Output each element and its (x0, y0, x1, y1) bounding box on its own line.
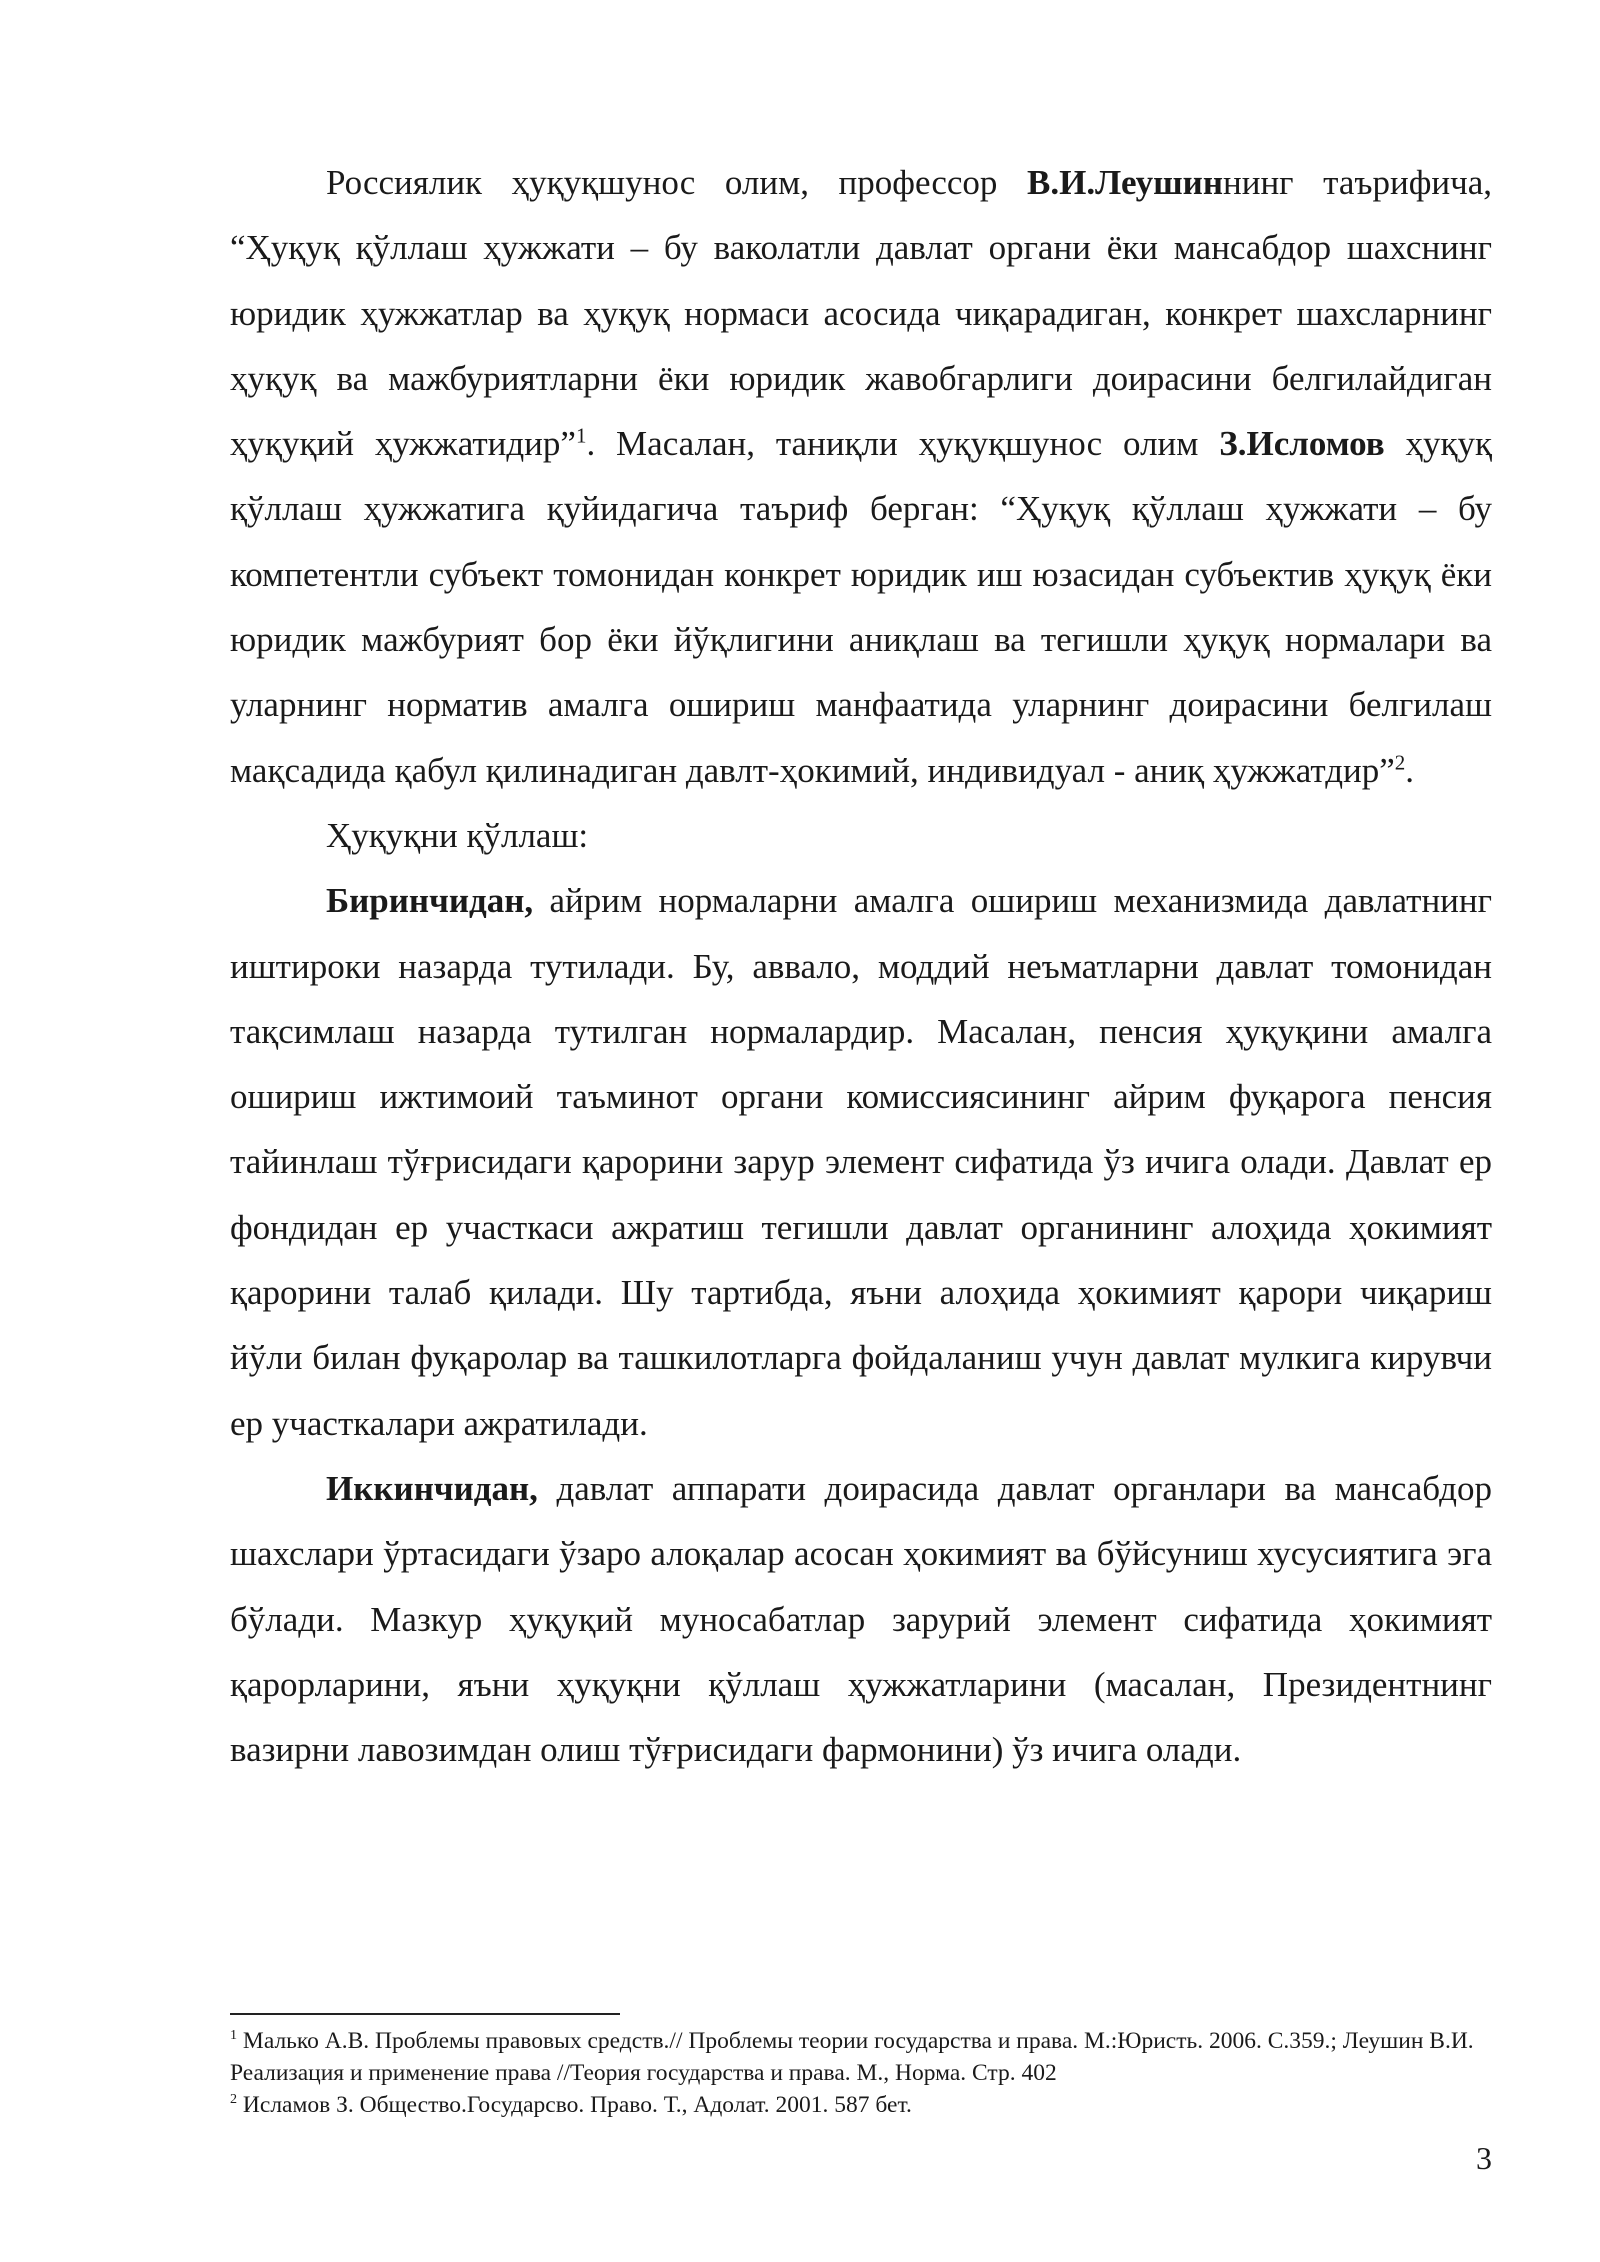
footnote-separator (230, 2013, 620, 2015)
footnote-1 (230, 2025, 1492, 2089)
author-name-islomov: З.Исломов (1219, 424, 1385, 464)
paragraph-second-point (230, 1456, 1492, 1782)
paragraph-text: Россиялик ҳуқуқшунос олим, профессор (326, 163, 1028, 202)
paragraph-definitions (230, 150, 1492, 803)
lead-word-second: Иккинчидан, (326, 1468, 538, 1508)
paragraph-text: . (1405, 750, 1415, 790)
paragraph-heading-line (230, 803, 1492, 868)
footnote-ref-2[interactable]: 2 (1394, 750, 1406, 775)
page-number: 3 (1476, 2140, 1492, 2176)
footnote-text: Исламов З. Общество.Государсво. Право. Т., Адолат. 2001. 587 бет. (237, 2092, 912, 2118)
footnote-marker: 2 (230, 2091, 238, 2108)
footnote-marker: 1 (230, 2027, 238, 2044)
paragraph-text: Ҳуқуқни қўллаш: (326, 815, 589, 855)
footnote-ref-1[interactable]: 1 (575, 423, 587, 448)
author-name-leushin: В.И.Леушин (1027, 163, 1223, 202)
paragraph-text: нинг таърифича, “Ҳуқуқ қўллаш ҳужжати – бу ваколатли давлат органи ёки мансабдор шахснинг юридик ҳужжатлар ва ҳуқуқ нормаси асосида чиқарадиган, конкрет шахсларнинг ҳуқуқ ва мажбуриятларни ёки юридик жавобгарлиги доирасини белгилайдиган ҳуқуқий ҳужжатидир” (230, 163, 1492, 464)
paragraph-text: . Масалан, таниқли ҳуқуқшунос олим (586, 424, 1220, 464)
footnotes (230, 2025, 1492, 2121)
footnote-2 (230, 2089, 1492, 2121)
paragraph-text: ҳуқуқ қўллаш ҳужжатига қуйидагича таъриф берган: “Ҳуқуқ қўллаш ҳужжати – бу компетентли субъект томонидан конкрет юридик иш юзасидан субъектив ҳуқуқ ёки юридик мажбурият бор ёки йўқлигини аниқлаш ва тегишли ҳуқуқ нормалари ва уларнинг норматив амалга ошириш манфаатида уларнинг доирасини белгилаш мақсадида қабул қилинадиган давлт-ҳокимий, индивидуал - аниқ ҳужжатдир” (230, 424, 1492, 790)
paragraph-text: айрим нормаларни амалга ошириш механизмида давлатнинг иштироки назарда тутилади. Бу, аввало, моддий неъматларни давлат томонидан тақсимлаш назарда тутилган нормалардир. Масалан, пенсия ҳуқуқини амалга ошириш ижтимоий таъминот органи комиссиясининг айрим фуқарога пенсия тайинлаш тўғрисидаги қарорини зарур элемент сифатида ўз ичига олади. Давлат ер фондидан ер участкаси ажратиш тегишли давлат органининг алоҳида ҳокимият қарорини талаб қилади. Шу тартибда, яъни алоҳида ҳокимият қарори чиқариш йўли билан фуқаролар ва ташкилотларга фойдаланиш учун давлат мулкига кирувчи ер участкалари ажратилади. (230, 881, 1492, 1443)
lead-word-first: Биринчидан, (326, 881, 534, 921)
paragraph-text: давлат аппарати доирасида давлат органлари ва мансабдор шахслари ўртасидаги ўзаро алоқалар асосан ҳокимият ва бўйсуниш хусусиятига эга бўлади. Мазкур ҳуқуқий муносабатлар зарурий элемент сифатида ҳокимият қарорларини, яъни ҳуқуқни қўллаш ҳужжатларини (масалан, Президентнинг вазирни лавозимдан олиш тўғрисидаги фармонини) ўз ичига олади. (230, 1468, 1492, 1770)
document-body (230, 150, 1492, 1782)
footnote-text: Малько А.В. Проблемы правовых средств.// Проблемы теории государства и права. М.:Юристь. 2006. С.359.; Леушин В.И. Реализация и применение права //Теория государства и права. М., Норма. Стр. 402 (230, 2028, 1474, 2086)
paragraph-first-point (230, 868, 1492, 1456)
